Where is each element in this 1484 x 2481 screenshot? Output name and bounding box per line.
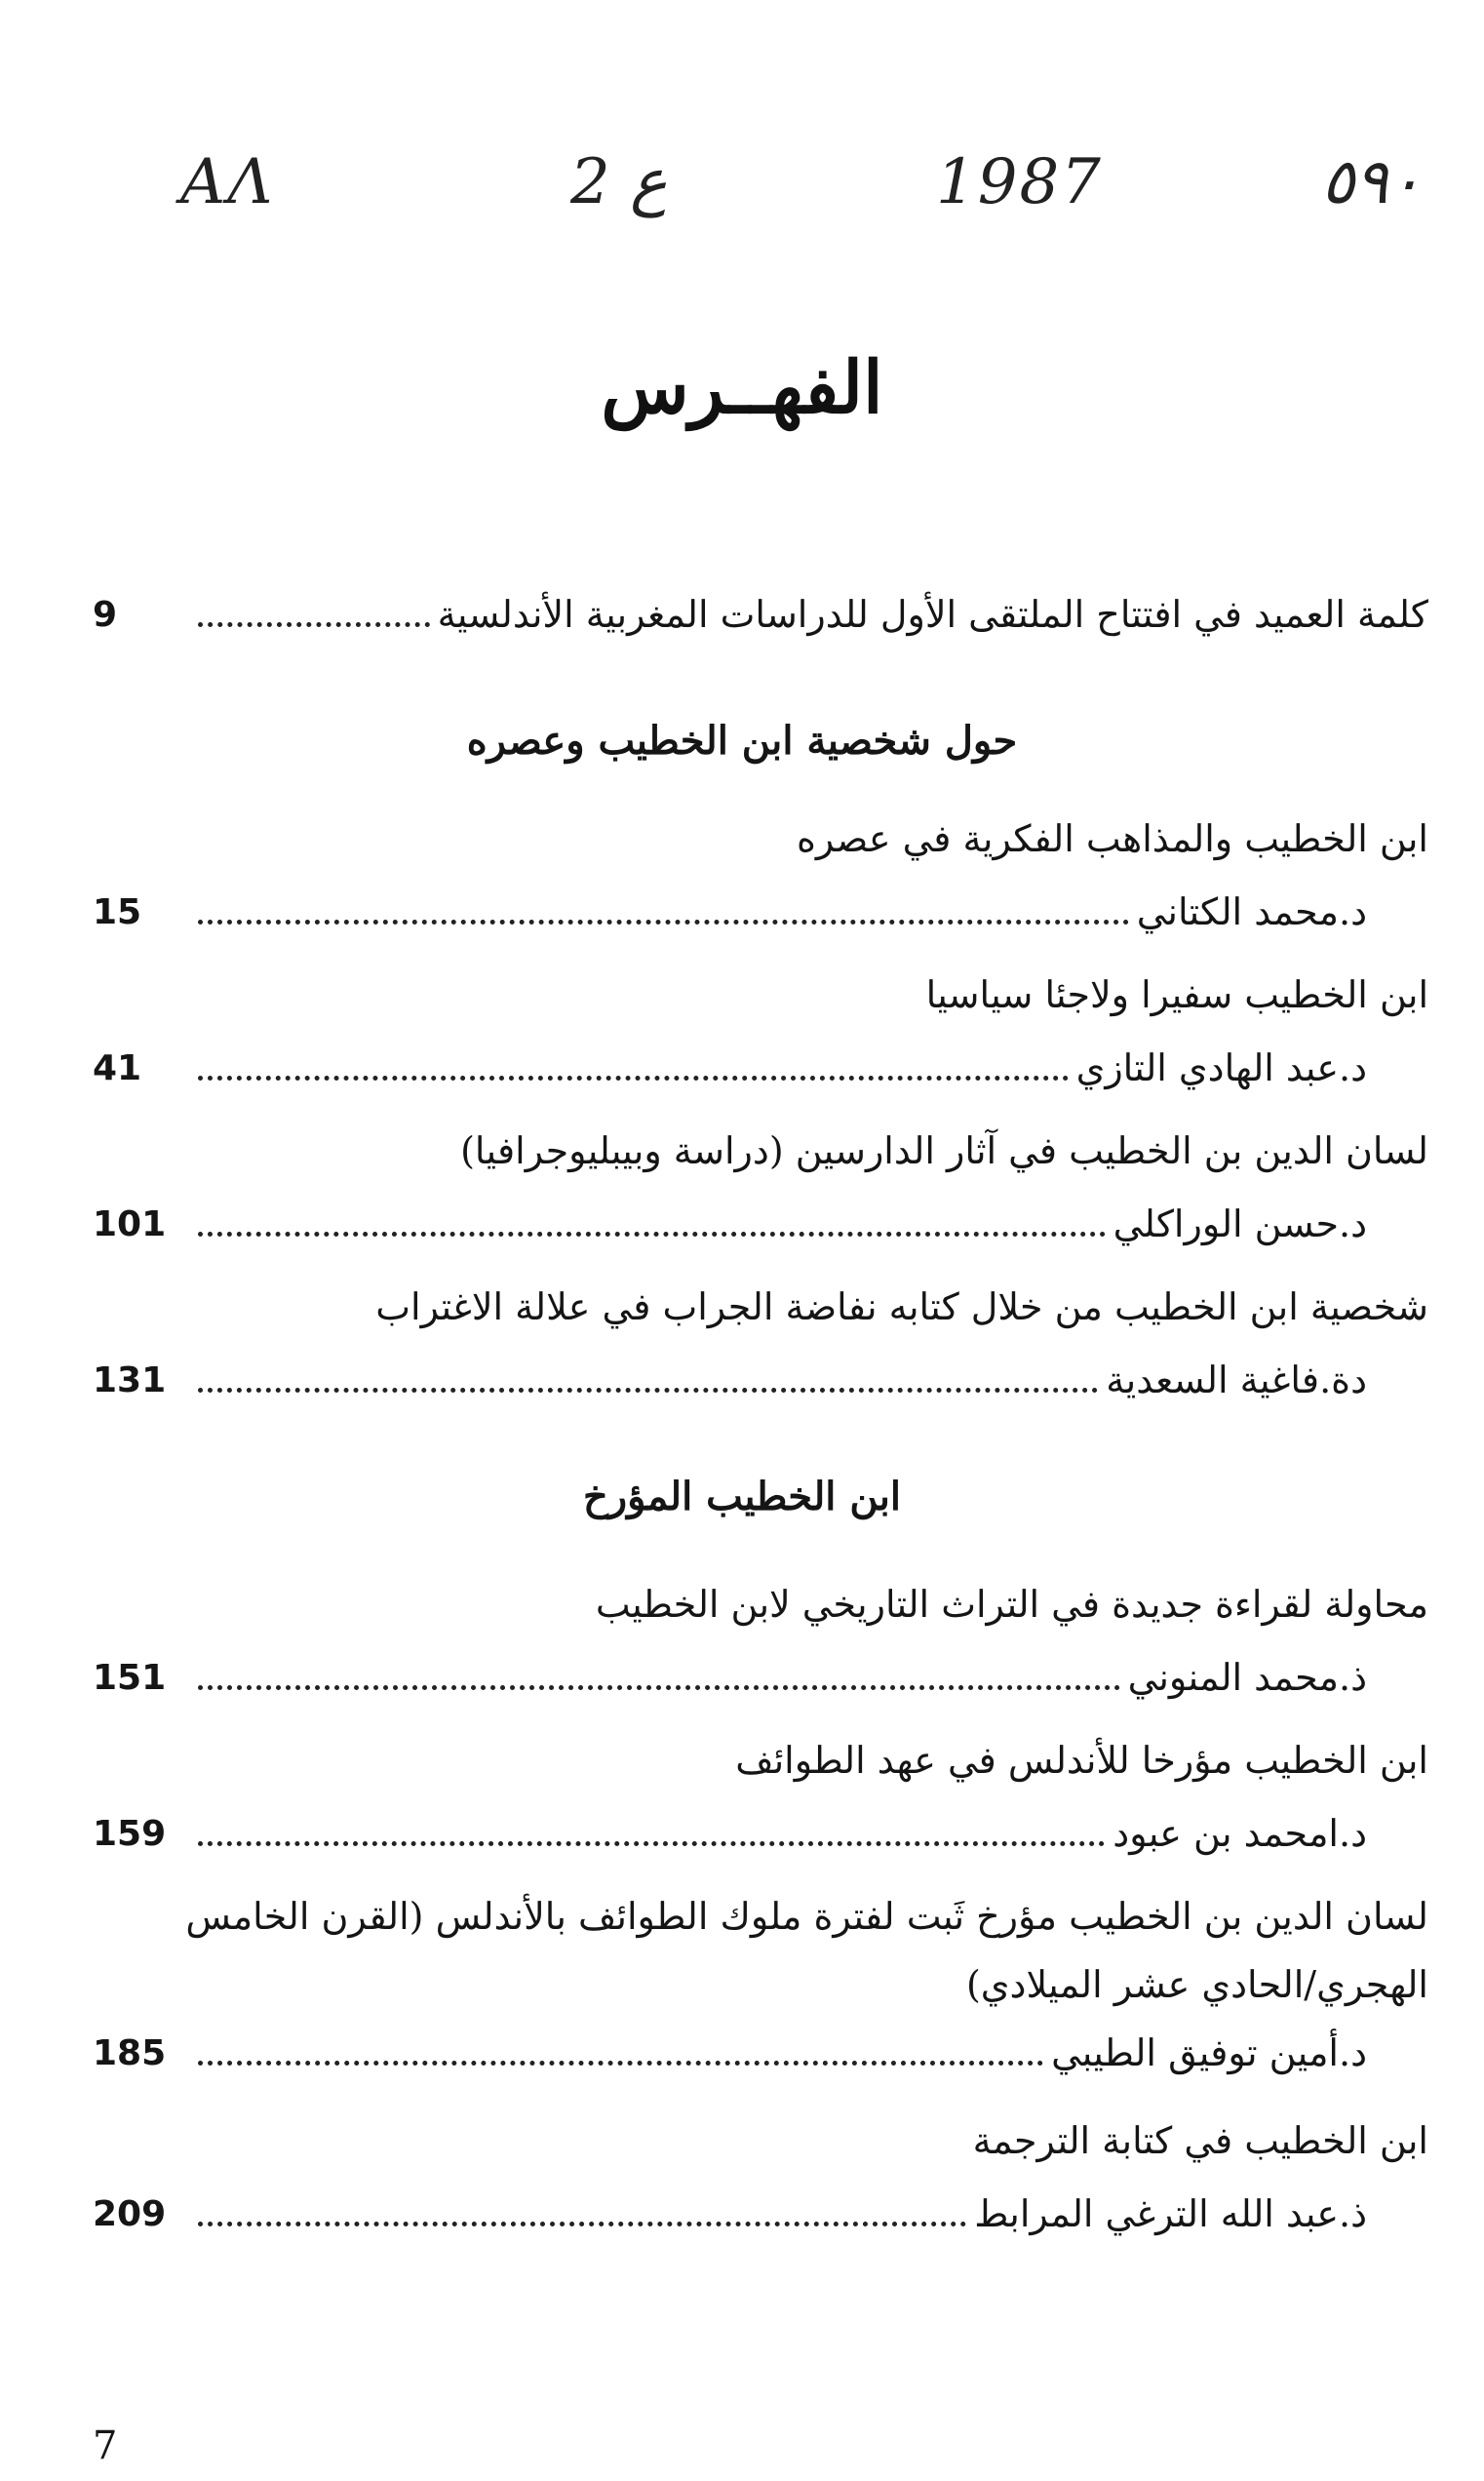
- toc-entry-author-line: [93, 2180, 1367, 2248]
- toc-entry-author: د.محمد الكتاني: [1136, 890, 1367, 933]
- toc-page-number: 15: [93, 891, 142, 932]
- page-footer-number: 7: [93, 2423, 118, 2468]
- toc-page-number: 209: [93, 2193, 167, 2234]
- toc-page-number: 101: [93, 1203, 167, 1244]
- dot-leader: [198, 1685, 1120, 1690]
- handwritten-note-left: AΛ: [180, 146, 275, 218]
- toc-entry-title: لسان الدين بن الخطيب مؤرخ ثَبت لفترة ملوك الطوائف بالأندلس (القرن الخامس: [185, 1895, 1428, 1938]
- toc-entry-author-line: [93, 878, 1367, 946]
- toc-entry-author: د.أمين توفيق الطيبي: [1051, 2031, 1367, 2074]
- dot-leader: [198, 1076, 1069, 1081]
- dot-leader: [198, 2061, 1043, 2066]
- toc-entry-author: د.امحمد بن عبود: [1113, 1812, 1367, 1855]
- toc-entry-title: محاولة لقراءة جديدة في التراث التاريخي لابن الخطيب: [595, 1583, 1428, 1626]
- toc-page-number: 159: [93, 1813, 167, 1854]
- dot-leader: [198, 920, 1129, 925]
- toc-entry-title: لسان الدين بن الخطيب في آثار الدارسين (دراسة وبيبليوجرافيا): [460, 1129, 1428, 1172]
- toc-page-number: 185: [93, 2032, 167, 2073]
- toc-entry-author: د.حسن الوراكلي: [1113, 1202, 1367, 1245]
- toc-entry-author-line: [93, 1346, 1367, 1414]
- toc-entry-title: كلمة العميد في افتتاح الملتقى الأول للدراسات المغربية الأندلسية: [437, 593, 1428, 636]
- toc-page-number: 9: [93, 594, 118, 635]
- dot-leader: [198, 1841, 1105, 1846]
- toc-entry-title: ابن الخطيب في كتابة الترجمة: [972, 2119, 1428, 2162]
- toc-entry-author: ذ.محمد المنوني: [1127, 1656, 1367, 1699]
- section-heading: حول شخصية ابن الخطيب وعصره: [466, 718, 1018, 764]
- toc-page-number: 151: [93, 1657, 167, 1698]
- section-heading: ابن الخطيب المؤرخ: [582, 1474, 902, 1519]
- handwritten-note-right: ٥٩٠: [1321, 146, 1423, 218]
- toc-entry-title: ابن الخطيب والمذاهب الفكرية في عصره: [797, 817, 1428, 860]
- toc-entry-author: ذ.عبد الله الترغي المرابط: [974, 2192, 1367, 2235]
- dot-leader: [198, 1388, 1098, 1393]
- toc-entry-title: ابن الخطيب سفيرا ولاجئا سياسيا: [925, 973, 1428, 1016]
- handwritten-year: 1987: [936, 146, 1103, 218]
- dot-leader: [198, 1232, 1106, 1237]
- toc-entry-author: دة.فاغية السعدية: [1106, 1359, 1367, 1401]
- dot-leader: [198, 2222, 966, 2226]
- dot-leader: [198, 622, 430, 627]
- toc-page-number: 131: [93, 1359, 167, 1400]
- toc-page-number: 41: [93, 1047, 142, 1088]
- toc-entry-author-line: [93, 1643, 1367, 1712]
- handwritten-note-middle: 2 ع: [570, 146, 668, 218]
- toc-entry-author: د.عبد الهادي التازي: [1075, 1046, 1367, 1089]
- toc-entry-opening: [93, 580, 1428, 649]
- toc-entry-author-line: [93, 1034, 1367, 1102]
- toc-entry-title: ابن الخطيب مؤرخا للأندلس في عهد الطوائف: [735, 1739, 1428, 1782]
- toc-entry-title: شخصية ابن الخطيب من خلال كتابه نفاضة الجراب في علالة الاغتراب: [375, 1285, 1428, 1328]
- page-title: الفهــرس: [601, 346, 883, 430]
- toc-entry-author-line: [93, 2019, 1367, 2087]
- toc-entry-author-line: [93, 1190, 1367, 1258]
- toc-entry-title-continued: الهجري/الحادي عشر الميلادي): [965, 1963, 1428, 2006]
- toc-entry-author-line: [93, 1799, 1367, 1868]
